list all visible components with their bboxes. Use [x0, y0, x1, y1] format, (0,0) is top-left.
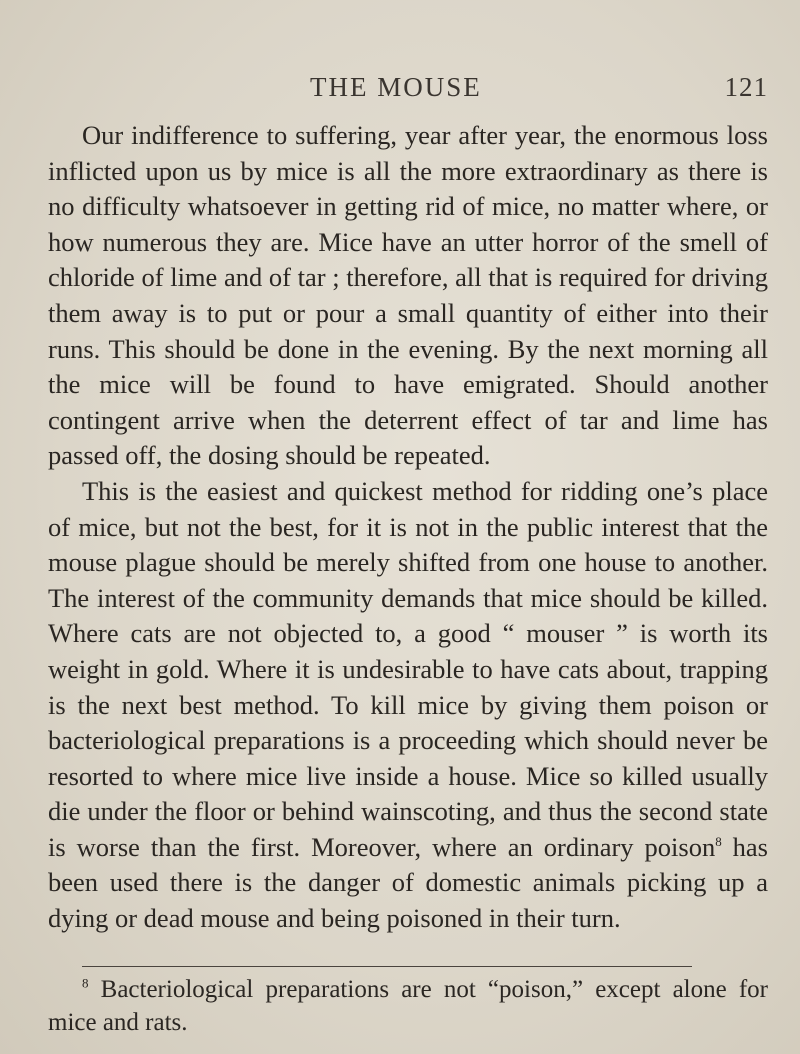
footnote: [48, 973, 768, 1039]
footnote-reference: 8: [715, 834, 722, 850]
running-head: [120, 72, 768, 108]
paragraph-2: [48, 474, 768, 937]
body-text: [48, 118, 768, 937]
footnote-text: Bacteriological preparations are not “poison,” except alone for mice and rats.: [48, 976, 768, 1036]
paragraph-1: Our indifference to suffering, year after year, the enormous loss inflicted upon us by mice is all the more extraordinary as there is no difficulty whatsoever in getting rid of mice, no matter where, or how numerous they are. Mice have an utter horror of the smell of chloride of lime and of tar ; therefore, all that is required for driving them away is to put or pour a small quantity of either into their runs. This should be done in the evening. By the next morning all the mice will be found to have emigrated. Should another contingent arrive when the deterrent effect of tar and lime has passed off, the dosing should be repeated.: [48, 120, 768, 471]
paragraph-2-text-after-note: has been used there is the danger of domestic animals picking up a dying or dead mouse and being poisoned in their turn.: [48, 831, 768, 934]
footnote-marker: 8: [82, 975, 89, 991]
running-title: THE MOUSE: [310, 72, 482, 102]
page-number: 121: [724, 72, 768, 102]
paragraph-2-text-before-note: This is the easiest and quickest method for ridding one’s place of mice, but not the best, for it is not in the public interest that the mouse plague should be merely shifted from one house to another. The interest of the community demands that mice should be killed. Where cats are not objected to, a good “ mouser ” is worth its weight in gold. Where it is undesirable to have cats about, trapping is the next best method. To kill mice by giving them poison or bacteriological preparations is a proceeding which should never be resorted to where mice live inside a house. Mice so killed usually die under the floor or behind wainscoting, and thus the second state is worse than the first. Moreover, where an ordinary poison: [48, 475, 768, 862]
footnote-rule: [82, 966, 692, 967]
